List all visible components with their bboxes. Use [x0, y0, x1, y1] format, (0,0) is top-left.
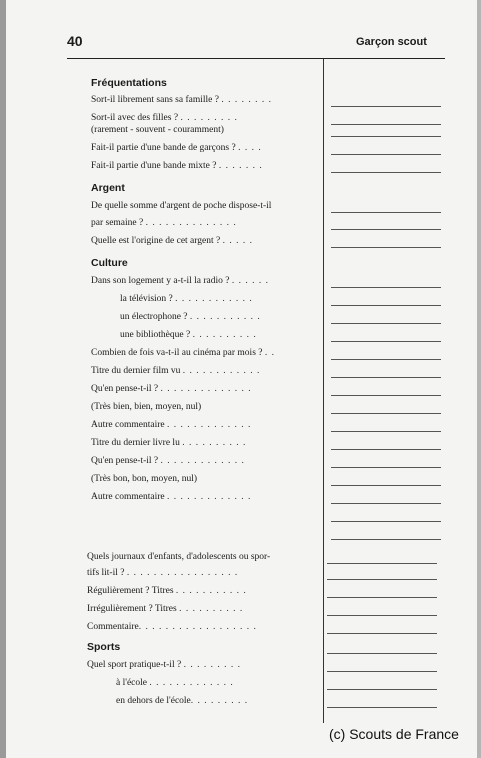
question-text: Dans son logement y a-t-il la radio ? . . . . . . — [91, 276, 270, 286]
question-text: Autre commentaire . . . . . . . . . . . . . — [91, 492, 252, 502]
answer-line[interactable] — [327, 653, 437, 654]
page-number: 40 — [67, 33, 83, 49]
answer-line[interactable] — [331, 229, 441, 230]
answer-line[interactable] — [331, 212, 441, 213]
question-text: Quels journaux d'enfants, d'adolescents ou spor- — [87, 552, 271, 562]
question-text: par semaine ? . . . . . . . . . . . . . . — [91, 218, 237, 228]
question-text: Titre du dernier livre lu . . . . . . . . . . — [91, 438, 247, 448]
section-heading-frequentations: Fréquentations — [91, 77, 167, 89]
answer-line[interactable] — [331, 467, 441, 468]
answer-line[interactable] — [331, 124, 441, 125]
question-text: en dehors de l'école. . . . . . . . . — [116, 696, 249, 706]
answer-line[interactable] — [331, 449, 441, 450]
answer-column-divider — [323, 59, 324, 723]
answer-line[interactable] — [331, 247, 441, 248]
question-text: une bibliothèque ? . . . . . . . . . . — [120, 330, 257, 340]
question-text: Commentaire. . . . . . . . . . . . . . . . . . — [87, 622, 257, 632]
answer-line[interactable] — [327, 615, 437, 616]
question-text: Irrégulièrement ? Titres . . . . . . . . . . — [87, 604, 244, 614]
question-text: à l'école . . . . . . . . . . . . . — [116, 678, 234, 688]
answer-line[interactable] — [327, 597, 437, 598]
answer-line[interactable] — [327, 689, 437, 690]
question-text: tifs lit-il ? . . . . . . . . . . . . . . . . . — [87, 568, 239, 578]
question-text: Fait-il partie d'une bande de garçons ? . . . . — [91, 143, 262, 153]
section-heading-argent: Argent — [91, 182, 125, 194]
answer-line[interactable] — [331, 395, 441, 396]
question-note: (Très bon, bon, moyen, nul) — [91, 474, 197, 484]
answer-line[interactable] — [331, 413, 441, 414]
question-text: De quelle somme d'argent de poche dispose-t-il — [91, 201, 272, 211]
answer-line[interactable] — [331, 503, 441, 504]
answer-line[interactable] — [331, 521, 441, 522]
answer-line[interactable] — [331, 136, 441, 137]
answer-line[interactable] — [331, 172, 441, 173]
answer-line[interactable] — [331, 539, 441, 540]
answer-line[interactable] — [331, 377, 441, 378]
answer-line[interactable] — [331, 323, 441, 324]
running-header-title: Garçon scout — [356, 36, 427, 48]
scan-edge-left — [0, 0, 6, 758]
answer-line[interactable] — [331, 287, 441, 288]
section-heading-sports: Sports — [87, 641, 121, 653]
answer-line[interactable] — [331, 341, 441, 342]
header-rule — [67, 58, 445, 59]
question-text: Qu'en pense-t-il ? . . . . . . . . . . . . . . — [91, 384, 252, 394]
question-text: Quelle est l'origine de cet argent ? . . . . . — [91, 236, 253, 246]
answer-line[interactable] — [327, 633, 437, 634]
answer-line[interactable] — [331, 431, 441, 432]
question-text: la télévision ? . . . . . . . . . . . . — [120, 294, 253, 304]
answer-line[interactable] — [327, 563, 437, 564]
question-text: Sort-il librement sans sa famille ? . . . . . . . . — [91, 95, 272, 105]
answer-line[interactable] — [327, 579, 437, 580]
question-text: Régulièrement ? Titres . . . . . . . . . . . — [87, 586, 247, 596]
question-text: Combien de fois va-t-il au cinéma par mois ? . . — [91, 348, 275, 358]
question-text: Titre du dernier film vu . . . . . . . . . . . . — [91, 366, 261, 376]
question-note: (rarement - souvent - couramment) — [91, 125, 224, 135]
answer-line[interactable] — [331, 305, 441, 306]
answer-line[interactable] — [331, 359, 441, 360]
question-text: un électrophone ? . . . . . . . . . . . — [120, 312, 261, 322]
question-text: Qu'en pense-t-il ? . . . . . . . . . . . . . — [91, 456, 245, 466]
question-text: Autre commentaire . . . . . . . . . . . . . — [91, 420, 252, 430]
answer-line[interactable] — [327, 671, 437, 672]
answer-line[interactable] — [331, 154, 441, 155]
question-text: Quel sport pratique-t-il ? . . . . . . . . . — [87, 660, 241, 670]
answer-line[interactable] — [331, 106, 441, 107]
section-heading-culture: Culture — [91, 257, 128, 269]
answer-line[interactable] — [327, 707, 437, 708]
question-text: Sort-il avec des filles ? . . . . . . . . . — [91, 113, 238, 123]
copyright-credit: (c) Scouts de France — [329, 726, 459, 742]
question-note: (Très bien, bien, moyen, nul) — [91, 402, 202, 412]
answer-line[interactable] — [331, 485, 441, 486]
question-text: Fait-il partie d'une bande mixte ? . . . . . . . — [91, 161, 263, 171]
scan-edge-right — [477, 0, 481, 758]
